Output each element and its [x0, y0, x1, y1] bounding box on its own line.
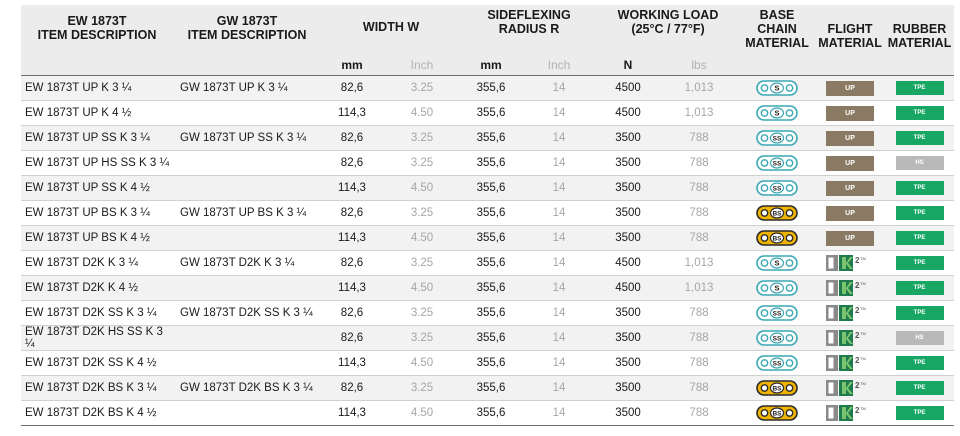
width-inch-cell: 4.50 [383, 276, 461, 301]
ew-subtitle: ITEM DESCRIPTION [37, 28, 157, 42]
flight-up-badge: UP [826, 81, 874, 96]
load-lbs-cell: 788 [659, 401, 739, 426]
load-lbs-cell: 788 [659, 376, 739, 401]
chain-link-icon [756, 329, 798, 347]
svg-text:2: 2 [855, 306, 860, 315]
rubber-material-cell [885, 251, 954, 276]
flight-material-header [815, 5, 885, 76]
chain-link-icon [756, 229, 798, 247]
gw-item-cell: GW 1873T UP SS K 3 ¼ [173, 126, 321, 151]
rubber-badge: TPE [896, 281, 944, 295]
ew-item-cell: EW 1873T D2K SS K 4 ½ [21, 351, 173, 376]
rubber-material-cell [885, 151, 954, 176]
ew-item-cell: EW 1873T UP K 4 ½ [21, 101, 173, 126]
load-n-cell: 4500 [597, 276, 659, 301]
width-mm-cell: 82,6 [321, 251, 383, 276]
radius-inch-cell: 14 [521, 176, 597, 201]
rubber-material-cell [885, 401, 954, 426]
flight-material-cell [815, 401, 885, 426]
radius-inch-cell: 14 [521, 76, 597, 101]
base-chain-cell [739, 251, 815, 276]
base-chain-label-3: MATERIAL [745, 36, 809, 50]
svg-text:2: 2 [855, 331, 860, 340]
svg-text:TM: TM [860, 406, 866, 411]
base-chain-cell [739, 201, 815, 226]
chain-link-icon [756, 154, 798, 172]
working-load-label-1: WORKING LOAD [617, 8, 719, 22]
ew-item-cell: EW 1873T UP SS K 3 ¼ [21, 126, 173, 151]
load-n-cell: 3500 [597, 176, 659, 201]
ew-item-cell: EW 1873T D2K HS SS K 3 ¼ [21, 326, 173, 351]
svg-text:SS: SS [772, 185, 782, 193]
svg-text:2: 2 [855, 406, 860, 415]
flight-up-badge: UP [826, 131, 874, 146]
svg-text:2: 2 [855, 356, 860, 365]
load-lbs-cell: 788 [659, 151, 739, 176]
flight-material-cell [815, 276, 885, 301]
rubber-label-1: RUBBER [892, 22, 947, 36]
flight-material-cell [815, 176, 885, 201]
table-row [21, 251, 954, 276]
svg-text:BS: BS [772, 385, 782, 393]
load-n-cell: 4500 [597, 251, 659, 276]
rubber-badge: TPE [896, 306, 944, 320]
rubber-material-cell [885, 276, 954, 301]
flight-d2k-logo [826, 379, 874, 397]
radius-mm-cell: 355,6 [461, 176, 521, 201]
gw-unit-blank [173, 55, 321, 76]
table-row [21, 76, 954, 101]
width-mm-cell: 82,6 [321, 151, 383, 176]
base-chain-cell [739, 226, 815, 251]
radius-inch-cell: 14 [521, 276, 597, 301]
radius-mm-cell: 355,6 [461, 151, 521, 176]
table-row [21, 176, 954, 201]
flight-up-badge: UP [826, 106, 874, 121]
flight-material-cell [815, 126, 885, 151]
svg-text:S: S [774, 108, 780, 118]
width-mm-cell: 82,6 [321, 126, 383, 151]
base-chain-cell [739, 76, 815, 101]
load-n-cell: 3500 [597, 351, 659, 376]
chain-link-icon [756, 104, 798, 122]
rubber-material-cell [885, 301, 954, 326]
svg-text:S: S [774, 258, 780, 268]
rubber-badge: HS [896, 331, 944, 345]
width-header [321, 5, 461, 55]
rubber-material-cell [885, 326, 954, 351]
radius-mm-cell: 355,6 [461, 201, 521, 226]
width-inch-cell: 4.50 [383, 351, 461, 376]
width-label: WIDTH W [362, 20, 420, 34]
load-lbs-cell: 788 [659, 126, 739, 151]
gw-item-cell: GW 1873T D2K BS K 3 ¼ [173, 376, 321, 401]
gw-item-cell: GW 1873T D2K SS K 3 ¼ [173, 301, 321, 326]
ew-unit-blank [21, 55, 173, 76]
svg-text:TM: TM [860, 281, 866, 286]
radius-mm-cell: 355,6 [461, 326, 521, 351]
width-mm-cell: 114,3 [321, 226, 383, 251]
table-row [21, 101, 954, 126]
load-lbs-cell: 788 [659, 301, 739, 326]
flight-d2k-logo [826, 254, 874, 272]
gw-item-cell [173, 326, 321, 351]
load-n-cell: 4500 [597, 76, 659, 101]
svg-text:BS: BS [772, 410, 782, 418]
rubber-material-cell [885, 126, 954, 151]
gw-item-cell [173, 226, 321, 251]
radius-unit-inch: Inch [521, 55, 597, 76]
width-mm-cell: 114,3 [321, 101, 383, 126]
radius-unit-mm: mm [461, 55, 521, 76]
radius-inch-cell: 14 [521, 226, 597, 251]
width-inch-cell: 3.25 [383, 376, 461, 401]
chain-spec-table [21, 5, 954, 426]
load-n-cell: 3500 [597, 151, 659, 176]
table-row [21, 351, 954, 376]
radius-inch-cell: 14 [521, 101, 597, 126]
flight-label-1: FLIGHT [827, 22, 873, 36]
gw-item-cell: GW 1873T UP BS K 3 ¼ [173, 201, 321, 226]
width-inch-cell: 3.25 [383, 76, 461, 101]
load-n-cell: 3500 [597, 226, 659, 251]
base-chain-cell [739, 326, 815, 351]
base-chain-cell [739, 151, 815, 176]
width-mm-cell: 82,6 [321, 201, 383, 226]
width-mm-cell: 82,6 [321, 376, 383, 401]
radius-mm-cell: 355,6 [461, 301, 521, 326]
width-inch-cell: 3.25 [383, 201, 461, 226]
radius-inch-cell: 14 [521, 351, 597, 376]
svg-text:BS: BS [772, 210, 782, 218]
radius-mm-cell: 355,6 [461, 276, 521, 301]
table-row [21, 226, 954, 251]
table-row [21, 276, 954, 301]
radius-mm-cell: 355,6 [461, 76, 521, 101]
gw-item-cell [173, 276, 321, 301]
rubber-material-cell [885, 226, 954, 251]
gw-item-header [173, 5, 321, 55]
flight-d2k-logo [826, 404, 874, 422]
rubber-badge: TPE [896, 106, 944, 120]
load-lbs-cell: 788 [659, 176, 739, 201]
svg-text:2: 2 [855, 256, 860, 265]
table-row [21, 151, 954, 176]
rubber-material-cell [885, 76, 954, 101]
width-inch-cell: 3.25 [383, 151, 461, 176]
rubber-material-cell [885, 176, 954, 201]
rubber-material-cell [885, 201, 954, 226]
radius-inch-cell: 14 [521, 126, 597, 151]
radius-mm-cell: 355,6 [461, 126, 521, 151]
load-n-cell: 4500 [597, 101, 659, 126]
chain-link-icon [756, 379, 798, 397]
flight-material-cell [815, 226, 885, 251]
chain-link-icon [756, 179, 798, 197]
rubber-badge: TPE [896, 356, 944, 370]
table-row [21, 201, 954, 226]
flight-up-badge: UP [826, 181, 874, 196]
rubber-badge: TPE [896, 381, 944, 395]
ew-item-header [21, 5, 173, 55]
rubber-material-cell [885, 376, 954, 401]
rubber-badge: TPE [896, 181, 944, 195]
working-load-label-2: (25°C / 77°F) [631, 22, 705, 36]
gw-item-cell [173, 101, 321, 126]
radius-inch-cell: 14 [521, 251, 597, 276]
width-mm-cell: 114,3 [321, 276, 383, 301]
rubber-material-header [885, 5, 954, 76]
load-unit-n: N [597, 55, 659, 76]
flight-label-2: MATERIAL [818, 36, 882, 50]
flight-material-cell [815, 251, 885, 276]
radius-inch-cell: 14 [521, 376, 597, 401]
base-chain-cell [739, 276, 815, 301]
svg-text:TM: TM [860, 356, 866, 361]
flight-material-cell [815, 351, 885, 376]
ew-item-cell: EW 1873T UP BS K 4 ½ [21, 226, 173, 251]
rubber-material-cell [885, 101, 954, 126]
svg-text:BS: BS [772, 235, 782, 243]
svg-text:TM: TM [860, 331, 866, 336]
sideflex-label-2: RADIUS R [498, 22, 560, 36]
radius-inch-cell: 14 [521, 301, 597, 326]
gw-item-cell [173, 401, 321, 426]
flight-material-cell [815, 151, 885, 176]
chain-link-icon [756, 304, 798, 322]
flight-d2k-logo [826, 329, 874, 347]
base-chain-cell [739, 301, 815, 326]
width-mm-cell: 82,6 [321, 301, 383, 326]
width-inch-cell: 3.25 [383, 126, 461, 151]
ew-item-cell: EW 1873T UP BS K 3 ¼ [21, 201, 173, 226]
sideflex-header [461, 5, 597, 55]
load-n-cell: 3500 [597, 326, 659, 351]
flight-material-cell [815, 376, 885, 401]
width-inch-cell: 4.50 [383, 226, 461, 251]
radius-inch-cell: 14 [521, 151, 597, 176]
rubber-badge: TPE [896, 231, 944, 245]
width-inch-cell: 3.25 [383, 326, 461, 351]
rubber-badge: TPE [896, 81, 944, 95]
width-unit-inch: Inch [383, 55, 461, 76]
ew-title: EW 1873T [67, 14, 127, 28]
base-chain-cell [739, 376, 815, 401]
load-n-cell: 3500 [597, 376, 659, 401]
ew-item-cell: EW 1873T UP HS SS K 3 ¼ [21, 151, 173, 176]
rubber-badge: TPE [896, 206, 944, 220]
load-lbs-cell: 1,013 [659, 276, 739, 301]
working-load-header [597, 5, 739, 55]
sideflex-label-1: SIDEFLEXING [487, 8, 571, 22]
load-n-cell: 3500 [597, 301, 659, 326]
base-chain-label-2: CHAIN [757, 22, 797, 36]
width-inch-cell: 3.25 [383, 301, 461, 326]
rubber-badge: TPE [896, 406, 944, 420]
rubber-label-2: MATERIAL [887, 36, 952, 50]
gw-item-cell: GW 1873T UP K 3 ¼ [173, 76, 321, 101]
gw-item-cell: GW 1873T D2K K 3 ¼ [173, 251, 321, 276]
chain-link-icon [756, 79, 798, 97]
ew-item-cell: EW 1873T D2K BS K 4 ½ [21, 401, 173, 426]
svg-text:TM: TM [860, 306, 866, 311]
gw-subtitle: ITEM DESCRIPTION [187, 28, 307, 42]
svg-text:S: S [774, 83, 780, 93]
flight-up-badge: UP [826, 231, 874, 246]
load-n-cell: 3500 [597, 126, 659, 151]
rubber-badge: TPE [896, 131, 944, 145]
ew-item-cell: EW 1873T D2K SS K 3 ¼ [21, 301, 173, 326]
flight-up-badge: UP [826, 156, 874, 171]
flight-material-cell [815, 76, 885, 101]
flight-material-cell [815, 326, 885, 351]
rubber-badge: TPE [896, 256, 944, 270]
width-inch-cell: 3.25 [383, 251, 461, 276]
svg-text:SS: SS [772, 160, 782, 168]
ew-item-cell: EW 1873T D2K K 4 ½ [21, 276, 173, 301]
width-mm-cell: 114,3 [321, 401, 383, 426]
chain-link-icon [756, 254, 798, 272]
radius-mm-cell: 355,6 [461, 401, 521, 426]
table-body [21, 76, 954, 426]
gw-item-cell [173, 151, 321, 176]
flight-d2k-logo [826, 279, 874, 297]
base-chain-cell [739, 351, 815, 376]
load-lbs-cell: 788 [659, 226, 739, 251]
base-chain-cell [739, 101, 815, 126]
flight-material-cell [815, 101, 885, 126]
width-mm-cell: 82,6 [321, 76, 383, 101]
radius-inch-cell: 14 [521, 326, 597, 351]
chain-link-icon [756, 354, 798, 372]
ew-item-cell: EW 1873T UP SS K 4 ½ [21, 176, 173, 201]
ew-item-cell: EW 1873T D2K BS K 3 ¼ [21, 376, 173, 401]
svg-text:2: 2 [855, 381, 860, 390]
rubber-material-cell [885, 351, 954, 376]
radius-inch-cell: 14 [521, 201, 597, 226]
rubber-badge: HS [896, 156, 944, 170]
ew-item-cell: EW 1873T UP K 3 ¼ [21, 76, 173, 101]
load-lbs-cell: 1,013 [659, 101, 739, 126]
flight-d2k-logo [826, 354, 874, 372]
table-row [21, 301, 954, 326]
load-lbs-cell: 788 [659, 326, 739, 351]
load-unit-lbs: lbs [659, 55, 739, 76]
table-row [21, 326, 954, 351]
width-mm-cell: 114,3 [321, 351, 383, 376]
radius-mm-cell: 355,6 [461, 251, 521, 276]
svg-text:S: S [774, 283, 780, 293]
gw-title: GW 1873T [216, 14, 278, 28]
width-mm-cell: 114,3 [321, 176, 383, 201]
svg-text:SS: SS [772, 335, 782, 343]
flight-material-cell [815, 201, 885, 226]
load-lbs-cell: 1,013 [659, 76, 739, 101]
table-row [21, 401, 954, 426]
base-chain-cell [739, 126, 815, 151]
svg-text:SS: SS [772, 135, 782, 143]
ew-item-cell: EW 1873T D2K K 3 ¼ [21, 251, 173, 276]
flight-d2k-logo [826, 304, 874, 322]
svg-text:2: 2 [855, 281, 860, 290]
svg-text:TM: TM [860, 256, 866, 261]
base-chain-material-header [739, 5, 815, 76]
load-lbs-cell: 1,013 [659, 251, 739, 276]
chain-link-icon [756, 279, 798, 297]
svg-text:SS: SS [772, 310, 782, 318]
width-inch-cell: 4.50 [383, 401, 461, 426]
flight-material-cell [815, 301, 885, 326]
table-row [21, 376, 954, 401]
load-lbs-cell: 788 [659, 201, 739, 226]
base-chain-cell [739, 401, 815, 426]
base-chain-cell [739, 176, 815, 201]
width-mm-cell: 82,6 [321, 326, 383, 351]
table-row [21, 126, 954, 151]
chain-link-icon [756, 404, 798, 422]
chain-link-icon [756, 204, 798, 222]
svg-text:SS: SS [772, 360, 782, 368]
width-inch-cell: 4.50 [383, 101, 461, 126]
width-inch-cell: 4.50 [383, 176, 461, 201]
svg-text:TM: TM [860, 381, 866, 386]
radius-mm-cell: 355,6 [461, 226, 521, 251]
radius-mm-cell: 355,6 [461, 376, 521, 401]
chain-link-icon [756, 129, 798, 147]
base-chain-label-1: BASE [759, 8, 795, 22]
gw-item-cell [173, 351, 321, 376]
load-n-cell: 3500 [597, 201, 659, 226]
load-lbs-cell: 788 [659, 351, 739, 376]
load-n-cell: 3500 [597, 401, 659, 426]
radius-mm-cell: 355,6 [461, 351, 521, 376]
flight-up-badge: UP [826, 206, 874, 221]
radius-mm-cell: 355,6 [461, 101, 521, 126]
gw-item-cell [173, 176, 321, 201]
width-unit-mm: mm [321, 55, 383, 76]
radius-inch-cell: 14 [521, 401, 597, 426]
